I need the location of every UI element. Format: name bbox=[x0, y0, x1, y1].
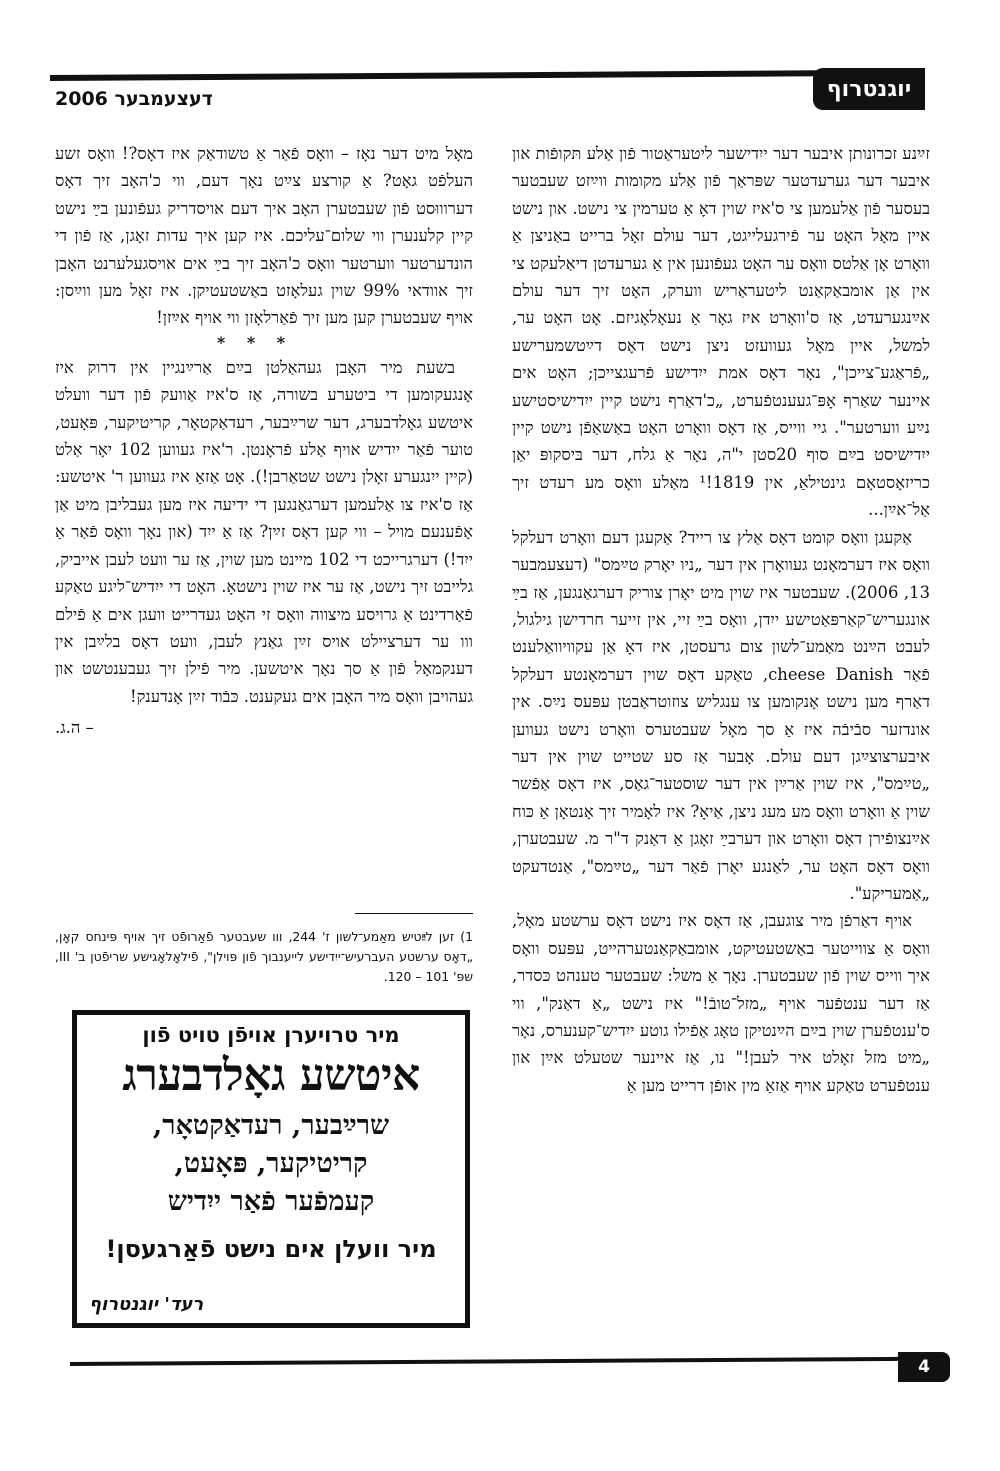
masthead-tab: יוגנטרוף bbox=[813, 68, 925, 110]
notice-roles bbox=[77, 1107, 465, 1221]
notice-role-line: קריטיקער, פּאָעט, bbox=[174, 1148, 368, 1179]
article-paragraph: אויף דאַרפֿן מיר צוגעבן, אַז דאָס איז נישט דאָס ערשטע מאָל, וואָס אַ צווייטער באַשטעטיקט, אומבאַקאַנטערהייט, עפּעס וואָס איך ווייס שוין פֿון שעבטערן. נאָך אַ משל: שעבטער טענהט כּסדר, אַז דער ענטפֿער אויף „מזל־טובֿ!" איז נישט „אַ דאַנק", ווי ס'ענטפֿערן שוין בײַם הײַנטיקן טאָג אַפֿילו גוטע ייִדיש־קענערס, נאָר „מיט מזל זאָלט איר לעבן!" נו, אַז איינער שטעלט אײַן און ענטפֿערט טאַקע אויף אַזאַ מין אופֿן דרייט מען אַ bbox=[512, 911, 930, 1095]
footnote-rule bbox=[355, 913, 473, 914]
footer-rule bbox=[70, 1357, 900, 1366]
article-paragraph: מאָל מיט דער נאָז – וואָס פֿאַר אַ טשודאַק איז דאָס?! וואָס זשע העלפֿט גאָט? אַ קורצע צײַט נאָך דעם, ווי כ'האָב זיך דאָס דערוווּסט פֿון שעבטערן האָב איך דעם אויסדריק געפֿונען בײַ נישט קיין קלענערן ווי שלום־עליכם. איז קען איך עדות זאָגן, אַז פֿון די הונדערטער ווערטער וואָס כ'האָב זיך בײַ אים אויסגעלערנט האָבן זיך אוודאי 99% שוין געלאָזט באַשטעטיקן. איז זאָל מען ווײַסן: אויף שעבטערן קען מען זיך פֿאַרלאָזן ווי אויף אײַזן! bbox=[55, 144, 473, 328]
notice-role-line: קעמפֿער פֿאַר ייִדיש bbox=[167, 1186, 375, 1217]
notice-role-line: שרײַבער, רעדאַקטאָר, bbox=[152, 1110, 390, 1141]
issue-date: דעצעמבער 2006 bbox=[55, 88, 213, 110]
section-separator: * * * bbox=[216, 332, 294, 352]
article-right-column bbox=[512, 140, 930, 1099]
author-signature: – ה.ג. bbox=[55, 718, 94, 738]
notice-slogan: מיר וועלן אים נישט פֿאַרגעסן! bbox=[105, 1235, 437, 1263]
article-paragraph: אַקעגן וואָס קומט דאָס אַלץ צו רייד? אַקעגן דעם וואָרט דעלקל וואָס איז דערמאָנט געוואָרן אין דער „ניו יאָרק טײַמס" (דעצעמבער 13, 2006). שעבטער איז שוין מיט יאָרן צוריק דערגאַנגען, אַז בײַ אונגעריש־קאַרפּאַטישע ייִדן, וואָס בײַ זיי, אין זייער חרדישן גילגול, לעבט הײַנט מאַמע־לשון צום גרעסטן, איז דאָ אַן עקוויוואַלענט פֿאַר cheese Danish, טאַקע דאָס שוין דערמאָנטע דעלקל דאַרף מען נישט אָנקומען צו ענגליש צוזוטראַבטן עפּעס נײַס. אין אונדזער סבֿיבֿה איז אַ סך מאָל שעבטערס וואָרט נישט געווען איבערצוצײַגן דעם עולם. אָבער אַז סע שטייט שוין אין דער „טײַמס", איז שוין אַרײַן אין דער שוסטער־גאַס, איז דאָס אַפֿשר שוין אַ וואָרט וואָס מע מעג ניצן, אַיאָ? איז לאָמיר זיך אָנטאָן אַ כּוח אײַנצופֿירן דאָס וואָרט און דערבײַ זאָגן אַ דאַנק ד"ר מ. שעבטערן, וואָס דאָס האָט ער, לאַנגע יאָרן פֿאַר דער „טײַמס", אַנטדעקט „אַמעריקע". bbox=[512, 527, 931, 903]
article-left-column bbox=[55, 140, 473, 742]
page-number: 4 bbox=[898, 1352, 950, 1382]
memorial-notice-box bbox=[72, 1010, 470, 1328]
header-rule bbox=[50, 70, 820, 81]
notice-name: איטשע גאָלדבערג bbox=[122, 1050, 420, 1101]
obituary-paragraph: בשעת מיר האָבן געהאַלטן בײַם אַרײַנגיין אין דרוק איז אָנגעקומען די ביטערע בשורה, אַז ס'איז אַוועק פֿון דער וועלט איטשע גאָלדבערג, דער שרײַבער, רעדאַקטאָר, קריטיקער, פּאָעט, טוער פֿאַר ייִדיש אויף אַלע פֿראָנטן. ר'איז געווען 102 יאָר אַלט (קיין ייִנגערע זאָלן נישט שטאַרבן!). אָט אַזאַ איז געווען ר' איטשע: אַז ס'איז צו אַלעמען דערגאַנגען די ידיעה איז מען געבליבן מיט אַן אָפֿענעם מויל – ווי קען דאָס זײַן? אַז אַ ייִד (און נאָך וואָס פֿאַר אַ ייִד!) דערגרייכט די 102 מיינט מען שוין, אַז ער וועט לעבן אייביק, גלייבט זיך נישט, אַז ער איז שוין נישטאָ. האָט די ייִדיש־ליגע טאַקע פֿאַרדינט אַ גרויסע מיצווה וואָס זי האָט געדרייט וועגן אים אַ פֿילם ווו ער דערציילט אויס זײַן גאַנץ לעבן, וועט דאָס בלײַבן אין דענקמאָל פֿון אַ סך נאָך איטשען. מיר פֿילן זיך געבענטשט און געהויבן וואָס מיר האָבן אים געקענט. כּבֿוד זײַן אָנדענק! bbox=[55, 357, 474, 706]
footnote: 1) זען לײַטיש מאַמע־לשון ז' 244, ווו שעבטער פֿאַרופֿט זיך אויף פּינחס קאָן, „דאָס ערשטע העברעיש־ייִדישע לייענבוך פֿון פּוילן", פֿילאָלאָגישע שריפֿטן ב' III, שפּ' 101 – 120. bbox=[55, 929, 473, 984]
notice-signature: רעד' יוגנטרוף bbox=[89, 1294, 204, 1315]
notice-intro: מיר טרויערן אויפֿן טויט פֿון bbox=[142, 1023, 400, 1047]
article-paragraph: זײַנע זכרונותן איבער דער ייִדישער ליטעראַטור פֿון אַלע תּקופֿות און איבער דער גערעדטער שפּראַך פֿון אַלע מקומות ווײַזט שעבטער בעסער פֿון אַלעמען צי ס'איז שוין דאָ אַ טערמין צי נישט. און נישט איין מאָל האָט ער פֿירגעלייגט, דער עולם זאָל ברייט באַניצן אַ וואָרט אָן אַלטס וואָס ער האָט געפֿונען אין אַ גערעדטן דיאַלעקט צי אין אַן אומבאַקאַנט ליטעראַריש ווערק, האָט זיך דער עולם אײַנגערעדט, אַז ס'וואָרט איז גאָר אַ נעאָלאָגיזם. אָט האָט ער, למשל, איין מאָל געוועזט ניצן נישט דאָס דײַטשמערישע „פֿראַגע־צייכן", נאָר דאָס אמת ייִדישע פֿרעגצייכן; האָט אים איינער שאַרף אָפּ־געענטפֿערט, „כ'דאַרף נישט קיין ייִדישיסטישע נײַע ווערטער". גיי ווייס, אַז דאָס וואָרט האָט באַשאַפֿן נישט קיין ייִדישיסט בײַם סוף 20סטן י"ה, נאָר אַ גלח, דער בּיסקופּ יאַן כריזאָסטאָם גינטילאַ, אין 1819!¹ מאַלע וואָס מע רעדט זיך אַל־אײַן... bbox=[512, 144, 930, 520]
